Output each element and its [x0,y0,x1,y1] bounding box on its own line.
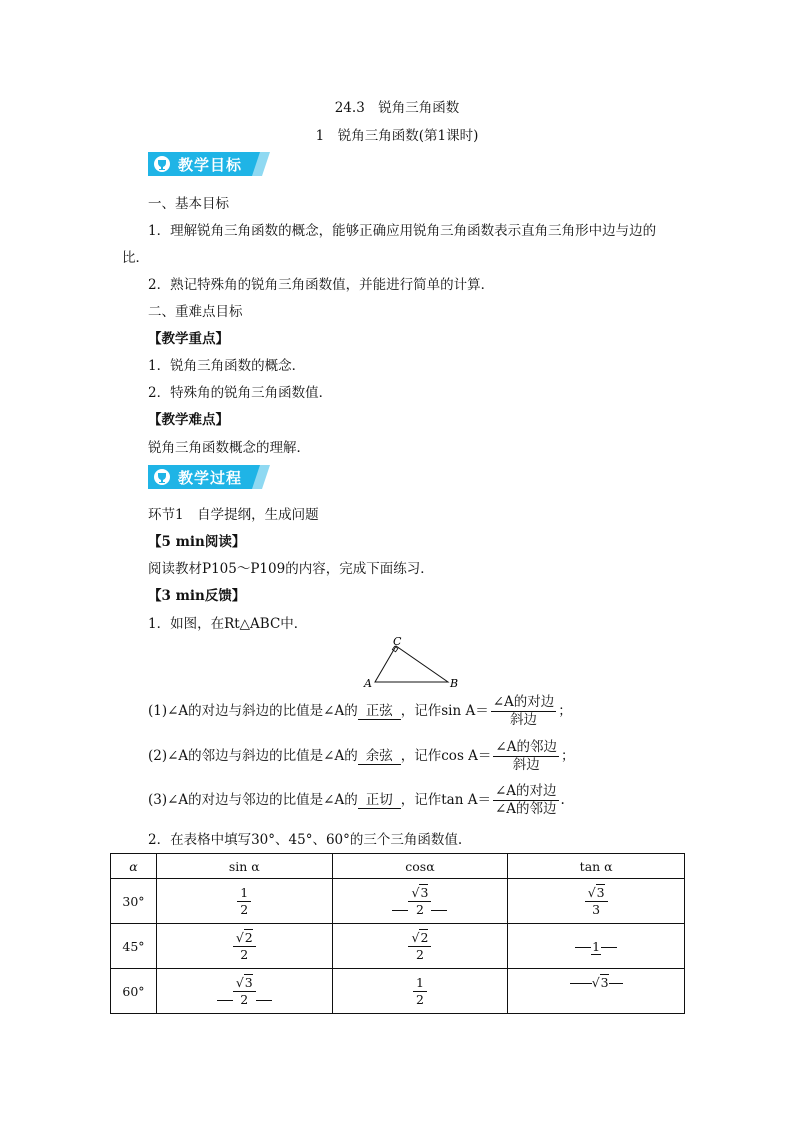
sqrt [236,975,253,991]
tan-cell [508,969,685,1014]
part-text: . [560,792,565,808]
fraction [233,975,256,1008]
part-text: ，记作tan A＝ [400,792,491,808]
answer-blank: 正弦 [358,699,401,720]
part-text: (1)∠A的对边与斜边的比值是∠A的 [148,703,358,719]
answer-underline [570,983,592,984]
table-header-row [111,854,685,879]
sqrt [236,930,253,946]
answer-underline [575,947,591,948]
question-1-part-2 [148,739,574,774]
angle-cell: 30° [111,879,157,924]
sin-cell [156,969,332,1014]
fraction-numerator: 1 [237,885,251,902]
fraction-denominator: 斜边 [510,712,538,728]
fraction-denominator: ∠A的邻边 [494,801,557,817]
table-header: α [111,854,157,879]
part-text: ，记作sin A＝ [400,703,489,719]
cos-cell [332,879,508,924]
table-row [111,879,685,924]
cos-cell [332,969,508,1014]
vertex-c-label: C [393,635,402,648]
step-1-heading: 环节1 自学提纲，生成问题 [148,507,319,523]
tan-value: 1 [592,938,601,954]
question-2: 2．在表格中填写30°、45°、60°的三个三角函数值. [148,832,463,848]
fraction-denominator: 2 [415,946,424,962]
section-badge-goals [148,152,276,176]
fraction-denominator: 斜边 [512,757,540,773]
fraction-denominator: 2 [240,946,249,962]
answer-blank: 正切 [358,788,401,809]
fraction [585,885,608,918]
fraction-denominator: 2 [415,901,424,917]
fraction-numerator [408,930,431,947]
sqrt [588,885,605,901]
difficulty-1: 锐角三角函数概念的理解． [148,440,310,456]
table-header: cosα [332,854,508,879]
basic-goal-heading: 一、基本目标 [148,196,229,212]
sqrt [592,975,609,990]
fraction-denominator: 2 [240,991,249,1007]
answer-blank: 余弦 [358,744,401,765]
answer-underline [256,1000,272,1001]
difficulty-label: 【教学难点】 [148,412,229,428]
fraction-denominator: 2 [240,901,249,917]
angle-cell: 45° [111,924,157,969]
answer-underline [217,1000,233,1001]
question-1: 1．如图，在Rt△ABC中． [148,616,308,632]
key-points-label: 【教学重点】 [148,331,229,347]
fraction-numerator [585,885,608,902]
sqrt [411,885,428,901]
table-row [111,924,685,969]
part-text: ； [560,748,575,764]
fraction-numerator [233,975,256,992]
feedback-label: 【3 min反馈】 [148,588,246,604]
question-1-part-1 [148,694,572,729]
key-point-1: 1．锐角三角函数的概念． [148,358,306,374]
part-text: ； [558,703,572,719]
basic-goal-2: 2．熟记特殊角的锐角三角函数值，并能进行简单的计算． [148,277,495,293]
radicand: 2 [420,929,429,945]
fraction [491,694,557,729]
fraction [408,930,431,963]
vertex-b-label: B [450,677,459,690]
sin-cell [156,924,332,969]
radical-sign: √ [235,974,244,990]
vertex-a-label: A [364,677,372,690]
fraction [237,885,251,918]
fraction-denominator: 3 [592,901,601,917]
fraction-numerator [408,885,431,902]
part-text: (3)∠A的对边与邻边的比值是∠A的 [148,792,358,808]
fraction-numerator: ∠A的对边 [492,694,555,710]
answer-underline [609,983,623,984]
answer-underline [392,910,408,911]
fraction [233,930,256,963]
cos-cell [332,924,508,969]
fraction [408,885,431,918]
trig-values-table [110,853,685,1014]
fraction [493,783,559,818]
answer-underline [431,910,447,911]
key-point-2: 2．特殊角的锐角三角函数值． [148,385,333,401]
section-badge-label: 教学目标 [178,156,243,174]
table-header: tan α [508,854,685,879]
table-header: sin α [156,854,332,879]
key-goal-heading: 二、重难点目标 [148,304,243,320]
radicand: 2 [244,929,253,945]
fraction [493,739,559,774]
page-title: 24.3 锐角三角函数 [334,100,460,116]
radical-sign: √ [411,929,420,945]
triangle-abc-diagram [362,634,462,690]
fraction-denominator: 2 [415,991,424,1007]
radicand: 3 [596,884,605,900]
fraction-numerator: ∠A的邻边 [495,739,557,755]
angle-cell: 60° [111,969,157,1014]
radical-sign: √ [591,975,600,990]
radical-sign: √ [587,884,596,900]
fraction [413,975,427,1008]
tan-cell [508,879,685,924]
tan-cell [508,924,685,969]
answer-underline [601,947,617,948]
question-1-part-3 [148,783,565,818]
radical-sign: √ [411,884,420,900]
fraction-numerator [233,930,256,947]
fraction-numerator: 1 [413,975,427,992]
part-text: ，记作cos A＝ [400,748,492,764]
sqrt [411,930,428,946]
radicand: 3 [420,884,429,900]
radicand: 3 [600,975,609,990]
section-badge-process [148,465,276,489]
read-label: 【5 min阅读】 [148,534,246,550]
table-row [111,969,685,1014]
basic-goal-1-line2: 比． [122,250,149,266]
read-text: 阅读教材P105～P109的内容，完成下面练习． [148,561,434,577]
sin-cell [156,879,332,924]
fraction-numerator: ∠A的对边 [494,783,557,799]
part-text: (2)∠A的邻边与斜边的比值是∠A的 [148,748,358,764]
basic-goal-1-line1: 1．理解锐角三角函数的概念，能够正确应用锐角三角函数表示直角三角形中边与边的 [148,223,657,239]
radical-sign: √ [235,929,244,945]
page-subtitle: 1 锐角三角函数(第1课时) [315,128,479,144]
radicand: 3 [244,974,253,990]
section-badge-label: 教学过程 [178,469,243,487]
